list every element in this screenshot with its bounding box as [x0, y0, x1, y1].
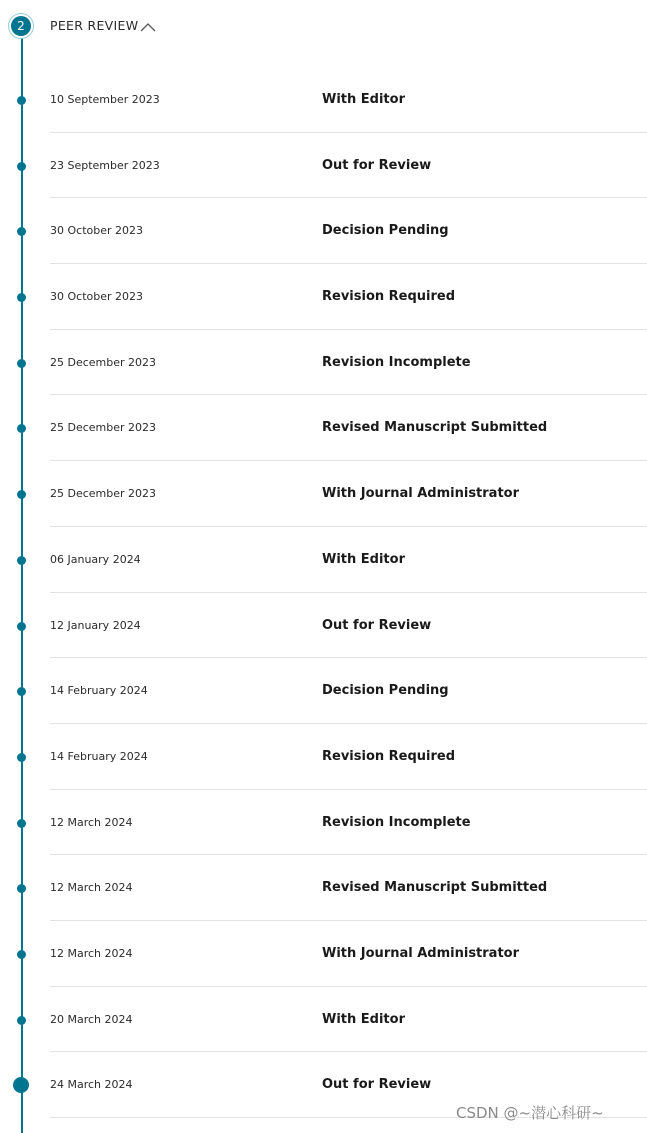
timeline-dot-icon: [17, 293, 26, 302]
status-history-row: [0, 330, 647, 396]
event-date: 06 January 2024: [50, 552, 141, 566]
chevron-up-icon[interactable]: [140, 21, 156, 33]
timeline-dot-icon: [17, 490, 26, 499]
event-status: Revised Manuscript Submitted: [322, 420, 548, 436]
event-date: 25 December 2023: [50, 421, 157, 435]
status-history-row: [0, 593, 647, 659]
status-history-row: [0, 790, 647, 856]
event-date: 10 September 2023: [50, 93, 160, 106]
timeline-dot-icon: [17, 819, 26, 828]
event-date: 24 March 2024: [50, 1078, 133, 1092]
event-status: Revision Required: [322, 748, 456, 764]
event-date: 12 March 2024: [50, 815, 133, 829]
peer-review-section-header[interactable]: [0, 0, 647, 54]
timeline-dot-icon: [17, 622, 26, 631]
status-history-row: [0, 724, 647, 790]
section-title: PEER REVIEW: [50, 18, 139, 33]
event-status: With Journal Administrator: [322, 945, 520, 961]
event-date: 14 February 2024: [50, 684, 148, 698]
event-date: 12 March 2024: [50, 881, 133, 895]
status-history-row: [0, 133, 647, 199]
event-date: 12 January 2024: [50, 618, 141, 632]
event-status: Out for Review: [322, 617, 432, 633]
timeline-dot-icon: [17, 96, 26, 105]
event-status: Decision Pending: [322, 683, 449, 699]
timeline-dot-icon: [17, 556, 26, 565]
status-history-row: [0, 921, 647, 987]
status-history-row: [0, 395, 647, 461]
event-status: With Editor: [322, 1011, 405, 1027]
timeline-current-dot-icon: [13, 1077, 29, 1093]
status-history-row: [0, 987, 647, 1053]
status-history-list: [0, 67, 647, 1118]
timeline-dot-icon: [17, 1016, 26, 1025]
event-status: Revised Manuscript Submitted: [322, 880, 548, 896]
event-status: With Editor: [322, 551, 405, 567]
event-status: Revision Incomplete: [322, 814, 471, 830]
event-status: Out for Review: [322, 1077, 432, 1093]
timeline-dot-icon: [17, 424, 26, 433]
event-status: Revision Incomplete: [322, 354, 471, 370]
timeline-dot-icon: [17, 359, 26, 368]
status-history-row: [0, 461, 647, 527]
timeline-dot-icon: [17, 162, 26, 171]
status-history-row: [0, 264, 647, 330]
event-date: 25 December 2023: [50, 355, 157, 369]
step-number-badge: 2: [11, 16, 31, 36]
event-date: 12 March 2024: [50, 946, 133, 960]
status-history-row: [0, 855, 647, 921]
event-date: 30 October 2023: [50, 290, 144, 304]
status-history-row: [0, 658, 647, 724]
timeline-dot-icon: [17, 687, 26, 696]
timeline-dot-icon: [17, 227, 26, 236]
status-history-row: [0, 527, 647, 593]
timeline-dot-icon: [17, 950, 26, 959]
event-status: Out for Review: [322, 157, 432, 173]
watermark-text: CSDN @~潜心科研~: [456, 1104, 604, 1122]
event-date: 14 February 2024: [50, 749, 148, 763]
event-date: 23 September 2023: [50, 158, 160, 172]
event-date: 25 December 2023: [50, 487, 157, 501]
event-date: 20 March 2024: [50, 1012, 133, 1026]
event-status: Revision Required: [322, 289, 456, 305]
status-history-row: [0, 198, 647, 264]
event-date: 30 October 2023: [50, 224, 144, 238]
timeline-dot-icon: [17, 884, 26, 893]
event-status: With Journal Administrator: [322, 486, 520, 502]
event-status: With Editor: [322, 92, 405, 107]
event-status: Decision Pending: [322, 223, 449, 239]
status-history-row: [0, 67, 647, 133]
timeline-dot-icon: [17, 753, 26, 762]
